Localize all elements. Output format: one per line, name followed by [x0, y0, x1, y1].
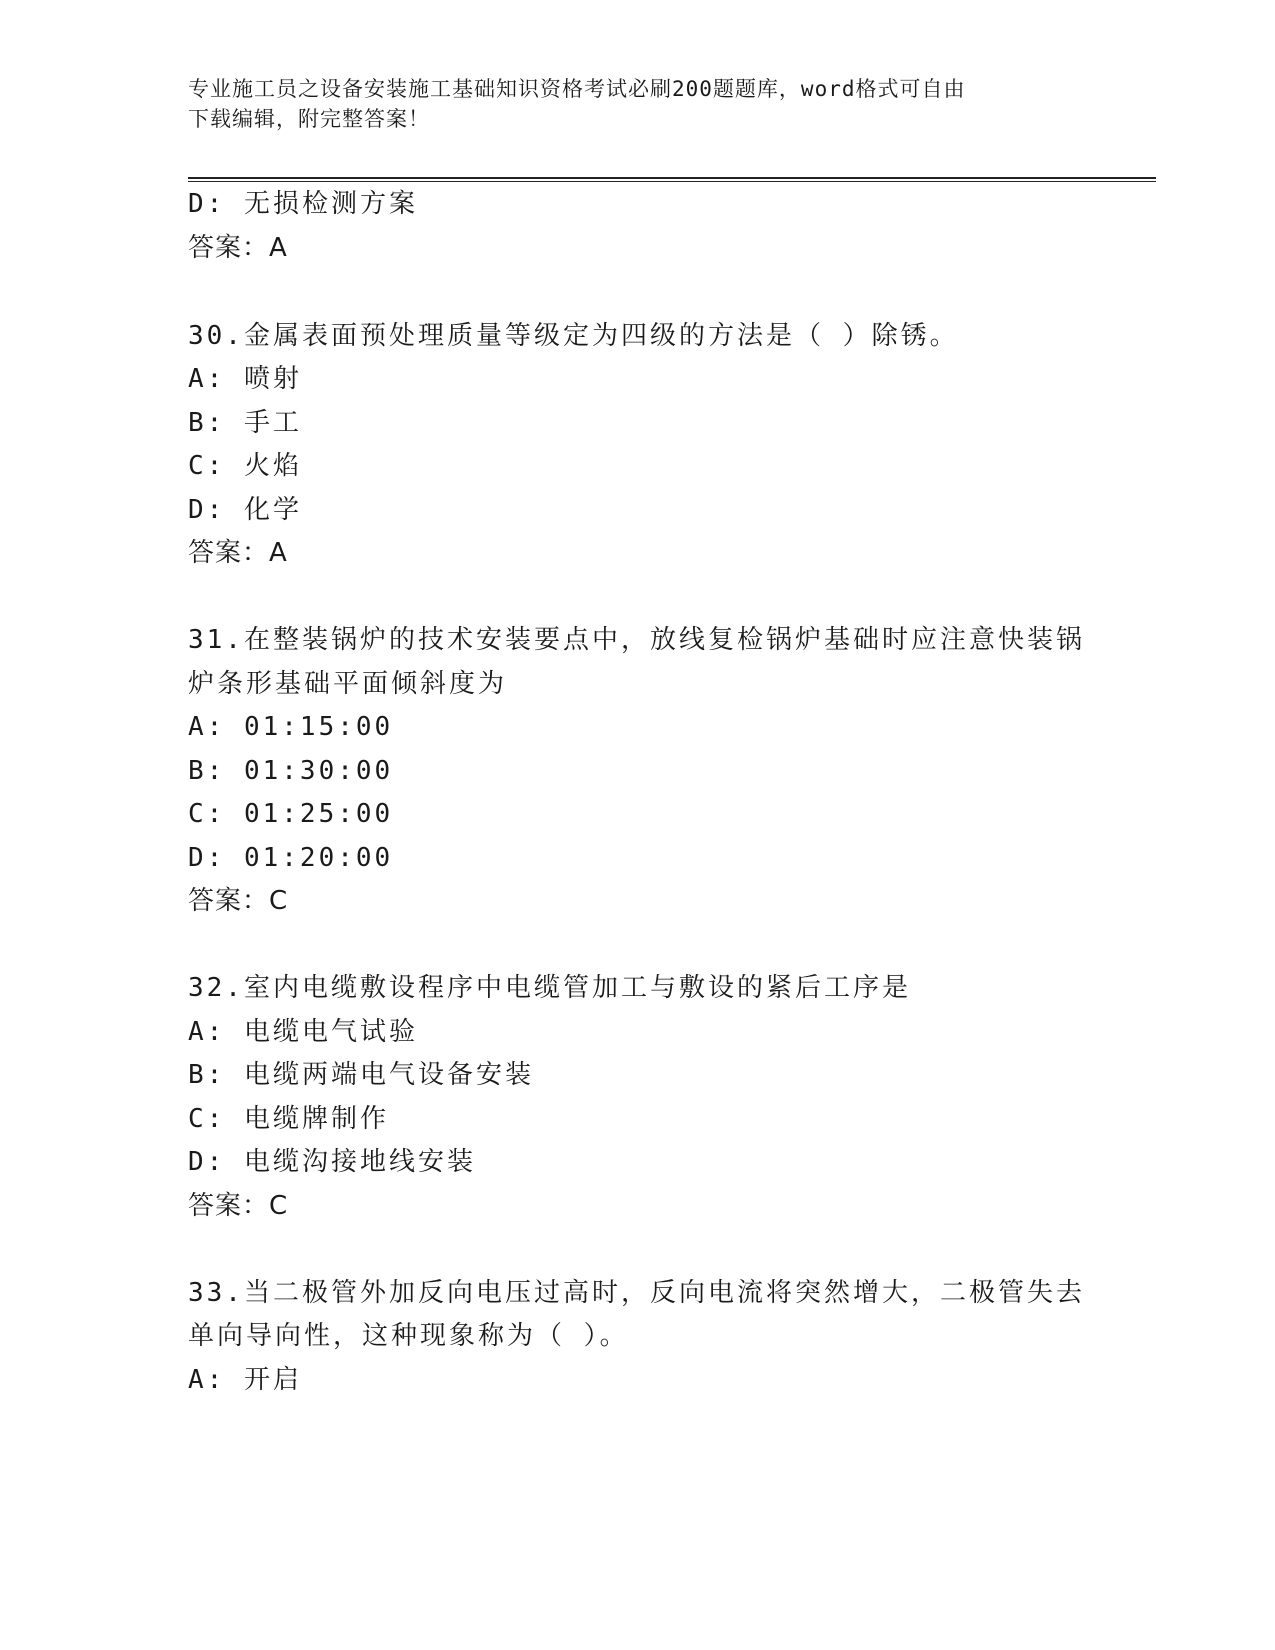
q30-option-c: C: 火焰 [188, 451, 302, 481]
q31-option-d: D: 01:20:00 [188, 843, 394, 873]
q32-option-a: A: 电缆电气试验 [188, 1017, 418, 1047]
q32-option-d: D: 电缆沟接地线安装 [188, 1147, 476, 1177]
q32-stem: 32.室内电缆敷设程序中电缆管加工与敷设的紧后工序是 [188, 973, 911, 1003]
q31-option-c: C: 01:25:00 [188, 799, 394, 829]
q30-answer: 答案：A [188, 538, 288, 568]
page-header [188, 74, 1088, 134]
q32-answer: 答案：C [188, 1191, 289, 1221]
q31-option-a: A: 01:15:00 [188, 712, 394, 742]
q31-stem-line-2: 炉条形基础平面倾斜度为 [188, 669, 508, 699]
q30-option-b: B: 手工 [188, 408, 302, 438]
q32-option-b: B: 电缆两端电气设备安装 [188, 1060, 534, 1090]
header-line-2: 下载编辑，附完整答案！ [188, 107, 430, 131]
q33-stem-line-2: 单向导向性，这种现象称为（ ）。 [188, 1321, 629, 1351]
prev-option-d: D: 无损检测方案 [188, 189, 418, 219]
q31-answer: 答案：C [188, 886, 289, 916]
header-divider [188, 177, 1156, 182]
q33-stem-line-1: 33.当二极管外加反向电压过高时，反向电流将突然增大，二极管失去 [188, 1278, 1085, 1308]
q32-option-c: C: 电缆牌制作 [188, 1104, 389, 1134]
q31-option-b: B: 01:30:00 [188, 756, 394, 786]
q30-option-a: A: 喷射 [188, 364, 302, 394]
header-line-1: 专业施工员之设备安装施工基础知识资格考试必刷200题题库，word格式可自由 [188, 77, 966, 101]
q33-option-a: A: 开启 [188, 1365, 302, 1395]
q31-stem-line-1: 31.在整装锅炉的技术安装要点中，放线复检锅炉基础时应注意快装锅 [188, 625, 1085, 655]
prev-answer: 答案：A [188, 233, 288, 263]
q30-option-d: D: 化学 [188, 495, 302, 525]
q30-stem: 30.金属表面预处理质量等级定为四级的方法是（ ）除锈。 [188, 321, 959, 351]
